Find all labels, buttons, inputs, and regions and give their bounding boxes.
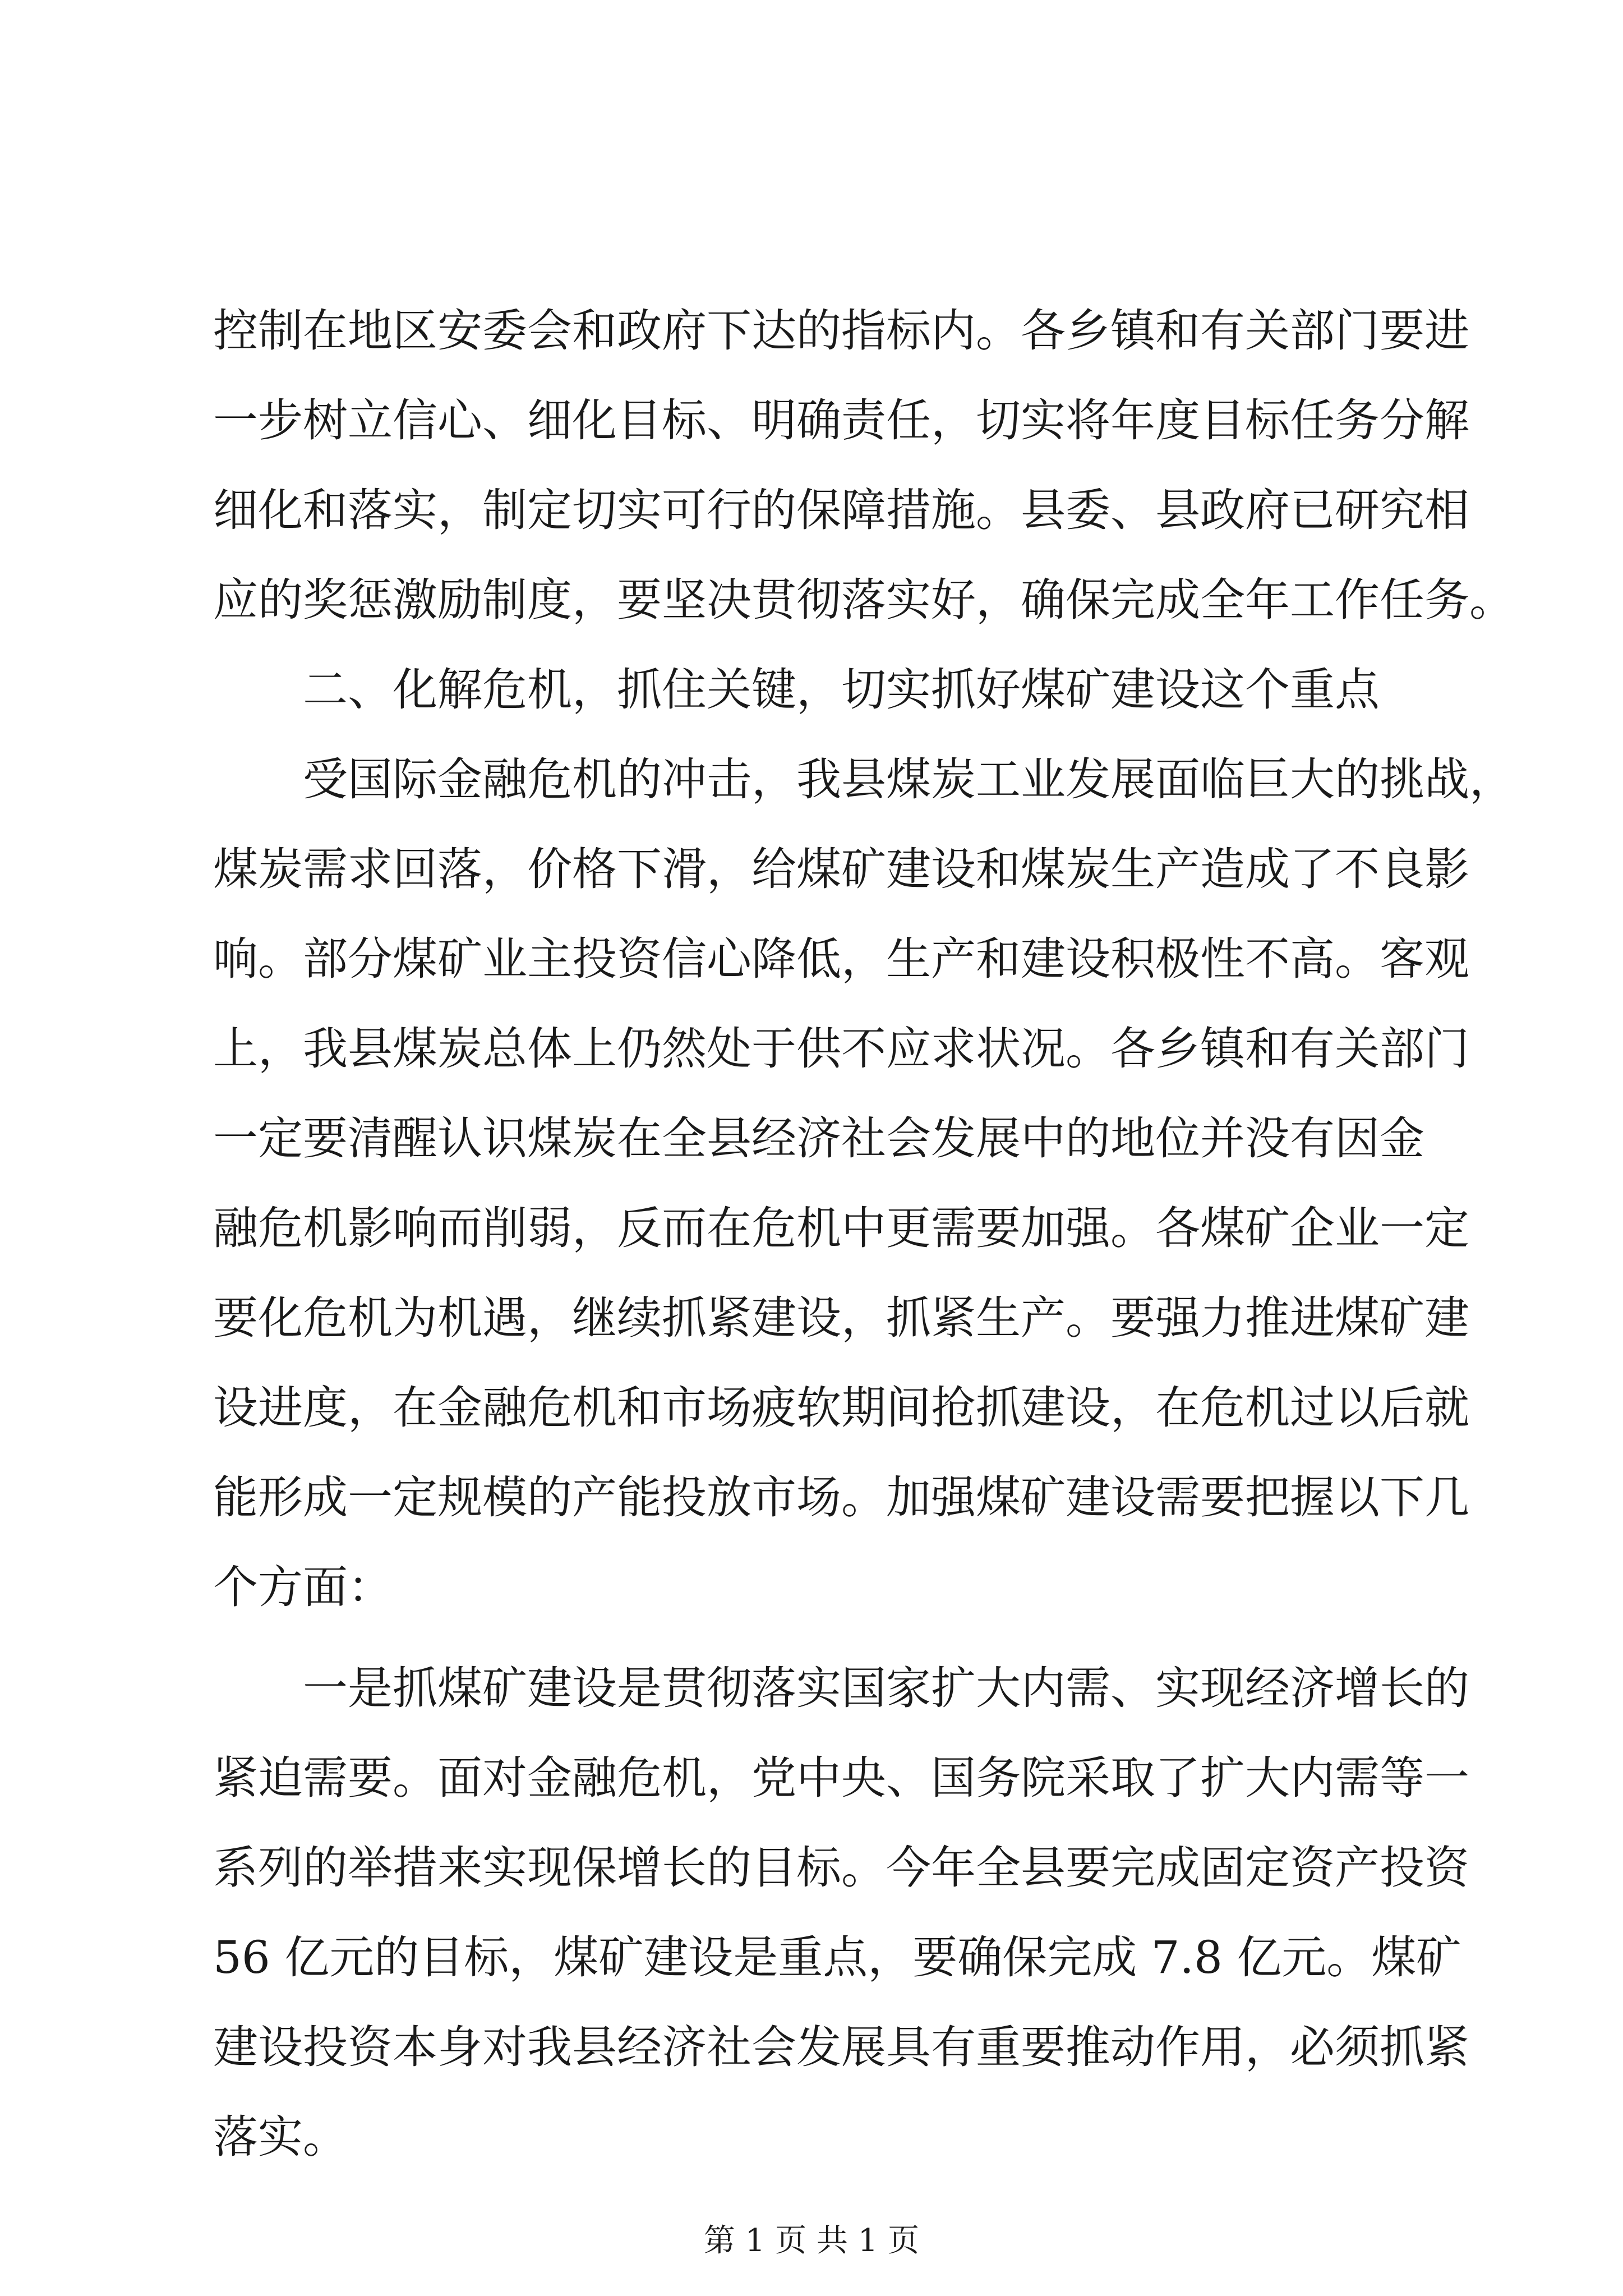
body-text-line: 控制在地区安委会和政府下达的指标内。各乡镇和有关部门要进 (213, 305, 1469, 357)
body-text-line: 一定要清醒认识煤炭在全县经济社会发展中的地位并没有因金 (213, 1112, 1424, 1165)
body-text-line: 细化和落实，制定切实可行的保障措施。县委、县政府已研究相 (213, 484, 1469, 536)
body-text-line: 能形成一定规模的产能投放市场。加强煤矿建设需要把握以下几 (213, 1471, 1469, 1524)
body-text-line: 融危机影响而削弱，反而在危机中更需要加强。各煤矿企业一定 (213, 1202, 1469, 1254)
body-text-line: 一步树立信心、细化目标、明确责任，切实将年度目标任务分解 (213, 394, 1469, 447)
body-text-line: 受国际金融危机的冲击，我县煤炭工业发展面临巨大的挑战， (303, 753, 1514, 806)
body-text-line: 应的奖惩激励制度，要坚决贯彻落实好，确保完成全年工作任务。 (213, 574, 1514, 626)
body-text-line: 个方面： (213, 1561, 393, 1613)
body-text-line: 上，我县煤炭总体上仍然处于供不应求状况。各乡镇和有关部门 (213, 1023, 1469, 1075)
body-text-line: 建设投资本身对我县经济社会发展具有重要推动作用，必须抓紧 (213, 2021, 1469, 2073)
body-text-line: 煤炭需求回落，价格下滑，给煤矿建设和煤炭生产造成了不良影 (213, 843, 1469, 895)
page-footer: 第 1 页 共 1 页 (703, 2223, 920, 2259)
section-heading: 二、化解危机，抓住关键，切实抓好煤矿建设这个重点 (303, 664, 1380, 716)
body-text-line: 紧迫需要。面对金融危机，党中央、国务院采取了扩大内需等一 (213, 1752, 1469, 1804)
body-text-line: 落实。 (213, 2111, 348, 2163)
body-text-line: 系列的举措来实现保增长的目标。今年全县要完成固定资产投资 (213, 1842, 1469, 1894)
body-text-line: 响。部分煤矿业主投资信心降低，生产和建设积极性不高。客观 (213, 933, 1469, 985)
body-text-line: 一是抓煤矿建设是贯彻落实国家扩大内需、实现经济增长的 (303, 1662, 1469, 1714)
body-text-line: 设进度，在金融危机和市场疲软期间抢抓建设，在危机过以后就 (213, 1382, 1469, 1434)
body-text-line: 要化危机为机遇，继续抓紧建设，抓紧生产。要强力推进煤矿建 (213, 1292, 1469, 1344)
body-text-line: 56 亿元的目标，煤矿建设是重点，要确保完成 7.8 亿元。煤矿 (213, 1931, 1461, 1984)
